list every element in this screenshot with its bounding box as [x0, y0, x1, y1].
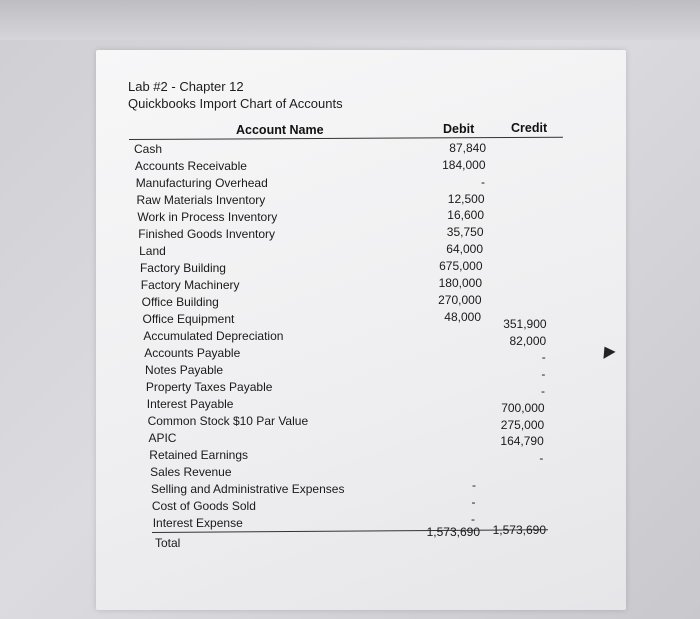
debit-value: 180,000: [438, 275, 482, 290]
credit-value: -: [539, 451, 544, 466]
account-name: Retained Earnings: [149, 448, 249, 462]
doc-title: Lab #2 - Chapter 12: [128, 79, 244, 94]
account-name: Common Stock $10 Par Value: [147, 414, 309, 428]
credit-value: 164,790: [500, 434, 544, 449]
debit-value: 12,500: [447, 191, 485, 206]
debit-value: 87,840: [449, 141, 486, 155]
account-name: Manufacturing Overhead: [135, 176, 268, 190]
account-name: Notes Payable: [145, 363, 224, 377]
account-name: APIC: [148, 431, 177, 445]
credit-value: -: [541, 367, 546, 382]
account-name: Sales Revenue: [150, 465, 232, 479]
debit-value: 64,000: [446, 242, 483, 257]
credit-value: 351,900: [503, 316, 547, 331]
debit-value: 675,000: [439, 258, 483, 273]
debit-value: 270,000: [438, 292, 482, 307]
account-name: Land: [139, 244, 166, 258]
col-header-account: Account Name: [236, 123, 324, 137]
credit-value: 700,000: [501, 400, 545, 415]
debit-value: -: [472, 478, 476, 492]
debit-value: 16,600: [447, 208, 484, 223]
account-name: Accounts Receivable: [134, 159, 247, 173]
col-header-debit: Debit: [443, 122, 475, 136]
account-name: Accumulated Depreciation: [143, 329, 284, 343]
debit-value: 184,000: [442, 157, 486, 172]
monitor-top-edge: [0, 0, 700, 40]
account-name: Office Equipment: [142, 312, 235, 326]
account-name: Finished Goods Inventory: [138, 227, 275, 241]
account-name: Raw Materials Inventory: [136, 193, 266, 207]
total-label: Total: [155, 536, 181, 550]
total-credit: 1,573,690: [492, 523, 546, 537]
account-name: Interest Payable: [146, 397, 234, 411]
debit-value: -: [471, 511, 475, 526]
account-name: Cash: [134, 142, 163, 156]
account-name: Property Taxes Payable: [145, 380, 273, 394]
credit-value: -: [541, 384, 545, 398]
debit-value: -: [481, 174, 485, 189]
account-name: Cost of Goods Sold: [151, 499, 256, 513]
account-name: Office Building: [141, 295, 219, 309]
account-name: Factory Machinery: [140, 278, 240, 292]
account-name: Work in Process Inventory: [137, 210, 278, 224]
account-name: Selling and Administrative Expenses: [151, 482, 345, 496]
debit-value: 48,000: [444, 309, 481, 324]
account-name: Factory Building: [139, 261, 226, 275]
credit-value: 275,000: [500, 417, 545, 432]
doc-subtitle: Quickbooks Import Chart of Accounts: [128, 96, 343, 111]
credit-value: 82,000: [509, 333, 547, 348]
debit-value: 35,750: [446, 225, 484, 240]
total-debit: 1,573,690: [426, 525, 480, 539]
debit-value: -: [471, 494, 476, 509]
col-header-credit: Credit: [511, 121, 548, 135]
credit-value: -: [541, 350, 546, 365]
account-name: Interest Expense: [152, 516, 243, 530]
account-name: Accounts Payable: [144, 346, 241, 360]
